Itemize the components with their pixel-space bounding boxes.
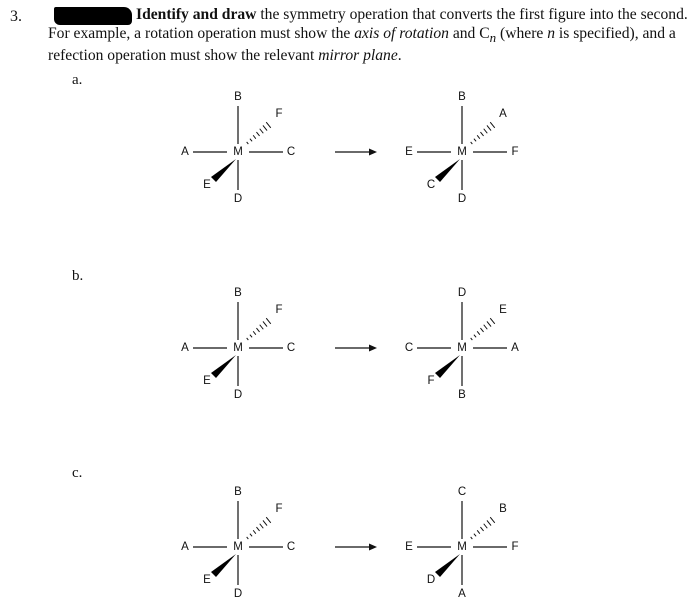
part-c-left-molecule-label-left: A — [181, 541, 189, 554]
part-a-right-molecule-hash-2 — [474, 139, 476, 142]
part-a-right-molecule-label-top: B — [458, 91, 466, 104]
part-c-right-molecule-hash-7 — [490, 517, 495, 523]
question-text-2: and C — [448, 24, 490, 42]
part-a-right-molecule-label-back: A — [499, 108, 507, 121]
question-italic-mirror: mirror plane — [318, 47, 398, 65]
part-b-right-molecule-label-front: F — [427, 375, 435, 388]
part-b-left-molecule-hash-2 — [250, 335, 252, 338]
part-c-right-molecule-wedge — [435, 554, 460, 577]
part-c-right-molecule-hash-6 — [487, 520, 491, 525]
question-text-1: the symmetry operation that converts the first figure into the second. For example, a rotation operation must show the — [48, 6, 688, 42]
part-b-left-molecule-hash-7 — [266, 318, 271, 324]
part-b-right-molecule-hash-1 — [471, 338, 473, 340]
part-b-right-molecule-label-left: C — [404, 342, 414, 355]
part-c-right-molecule-hash-2 — [474, 534, 476, 537]
part-b-left-molecule-hash-4 — [256, 328, 259, 332]
part-c-left-molecule-hash-2 — [250, 534, 252, 537]
part-b-left-molecule-label-center: M — [233, 342, 243, 355]
part-b-left-molecule-label-back: F — [275, 304, 283, 317]
part-b-right-molecule-hash-7 — [490, 318, 495, 324]
part-c-left-molecule-hash-5 — [260, 524, 264, 529]
part-b-left-molecule-hash-3 — [253, 331, 256, 334]
part-a-left-molecule-label-bottom: D — [233, 193, 243, 206]
question-number: 3. — [10, 8, 22, 25]
part-c-left-molecule-hash-4 — [256, 527, 259, 531]
part-a-left-molecule-hash-4 — [256, 132, 259, 136]
question-text-4: is specified), and a refection operation must show the relevant — [48, 24, 676, 65]
part-c-left-molecule-hash-6 — [263, 520, 267, 525]
question-subscript: n — [489, 29, 497, 45]
part-b-right-molecule-hash-4 — [480, 328, 483, 332]
question-bold-lead: Identify and draw — [136, 6, 257, 23]
part-a-left-molecule-hash-2 — [250, 139, 252, 142]
part-b-right-molecule-label-back: E — [499, 304, 507, 317]
part-c-right-molecule-label-front: D — [426, 574, 436, 587]
part-b-left-molecule-hash-1 — [247, 338, 249, 340]
part-b-right-molecule-hash-6 — [487, 321, 491, 326]
question-italic-axis: axis of rotation — [354, 24, 449, 42]
part-b-arrow-head — [369, 345, 377, 352]
part-c-left-molecule-label-back: F — [275, 503, 283, 516]
part-a-left-molecule-hash-3 — [253, 135, 256, 138]
question-text-3: (where — [496, 24, 548, 42]
part-a-left-molecule-label-right: C — [286, 146, 296, 159]
part-a-right-molecule-label-bottom: D — [457, 193, 467, 206]
part-b-left-molecule-label-bottom: D — [233, 389, 243, 402]
part-a-left-molecule-label-top: B — [234, 91, 242, 104]
part-c-label: c. — [72, 465, 83, 481]
part-c-right-molecule-label-top: C — [457, 486, 467, 499]
part-c-left-molecule-label-right: C — [286, 541, 296, 554]
part-a-label: a. — [72, 72, 83, 88]
part-b-left-molecule-label-right: C — [286, 342, 296, 355]
question-italic-n: n — [547, 24, 556, 42]
part-c-left-molecule-hash-1 — [247, 537, 249, 539]
part-c-left-molecule-label-bottom: D — [233, 588, 243, 601]
part-a-right-molecule-label-front: C — [426, 179, 436, 192]
part-b-left-molecule-hash-6 — [263, 321, 267, 326]
part-a-right-molecule-label-center: M — [457, 146, 467, 159]
part-a-left-molecule-wedge — [211, 159, 236, 182]
part-b-left-molecule-label-left: A — [181, 342, 189, 355]
part-c-right-molecule-label-back: B — [499, 503, 507, 516]
part-b-left-molecule-label-top: B — [234, 287, 242, 300]
part-c-right-molecule-label-bottom: A — [458, 588, 466, 601]
part-a-right-molecule-hash-3 — [477, 135, 480, 138]
part-a-right-molecule-hash-4 — [480, 132, 483, 136]
part-a-right-molecule-hash-1 — [471, 142, 473, 144]
part-c-left-molecule-hash-3 — [253, 530, 256, 533]
part-a-right-molecule-wedge — [435, 159, 460, 182]
part-b-right-molecule-hash-3 — [477, 331, 480, 334]
part-a-left-molecule-hash-1 — [247, 142, 249, 144]
part-c-right-molecule-hash-5 — [484, 524, 488, 529]
part-a-left-molecule-label-left: A — [181, 146, 189, 159]
part-b-right-molecule-label-top: D — [457, 287, 467, 300]
part-b-left-molecule-hash-5 — [260, 325, 264, 330]
part-c-right-molecule-label-left: E — [405, 541, 413, 554]
part-c-right-molecule-hash-3 — [477, 530, 480, 533]
part-a-left-molecule-hash-5 — [260, 129, 264, 134]
part-b-left-molecule-label-front: E — [203, 375, 211, 388]
part-c-left-molecule-wedge — [211, 554, 236, 577]
part-b-label: b. — [72, 268, 84, 284]
part-b-right-molecule-hash-5 — [484, 325, 488, 330]
question-text-5: . — [397, 47, 402, 65]
part-b-right-molecule-label-center: M — [457, 342, 467, 355]
part-a-right-molecule-hash-6 — [487, 125, 491, 130]
part-b-left-molecule-wedge — [211, 355, 236, 378]
part-a-right-molecule-hash-7 — [490, 122, 495, 128]
part-b-right-molecule-label-right: A — [511, 342, 519, 355]
part-a-right-molecule-label-right: F — [511, 146, 519, 159]
part-a-arrow-head — [369, 149, 377, 156]
part-c-left-molecule-label-center: M — [233, 541, 243, 554]
part-b-right-molecule-wedge — [435, 355, 460, 378]
part-b-right-molecule-label-bottom: B — [458, 389, 466, 402]
part-a-right-molecule-label-left: E — [405, 146, 413, 159]
part-c-right-molecule-hash-4 — [480, 527, 483, 531]
part-a-right-molecule-hash-5 — [484, 129, 488, 134]
part-a-left-molecule-label-back: F — [275, 108, 283, 121]
part-a-left-molecule-hash-7 — [266, 122, 271, 128]
part-a-left-molecule-label-center: M — [233, 146, 243, 159]
part-c-arrow-head — [369, 544, 377, 551]
part-c-right-molecule-label-right: F — [511, 541, 519, 554]
part-c-right-molecule-label-center: M — [457, 541, 467, 554]
part-c-left-molecule-label-top: B — [234, 486, 242, 499]
part-a-left-molecule-label-front: E — [203, 179, 211, 192]
part-c-right-molecule-hash-1 — [471, 537, 473, 539]
part-a-left-molecule-hash-6 — [263, 125, 267, 130]
part-c-left-molecule-hash-7 — [266, 517, 271, 523]
part-c-left-molecule-label-front: E — [203, 574, 211, 587]
part-b-right-molecule-hash-2 — [474, 335, 476, 338]
